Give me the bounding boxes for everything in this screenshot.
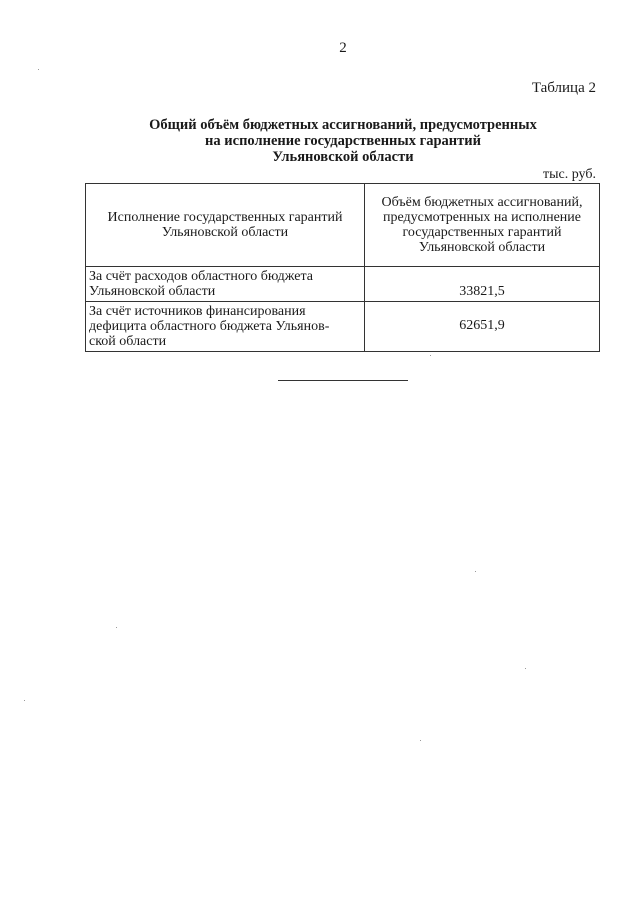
- scan-speck: [430, 355, 431, 356]
- header-text-line: Ульяновской области: [161, 225, 289, 240]
- table-header-row: [86, 184, 600, 267]
- scan-speck: [420, 740, 421, 741]
- header-cell-execution: [86, 184, 365, 267]
- row-value-cell: 33821,5: [365, 267, 600, 302]
- closing-rule: [278, 380, 408, 381]
- row-label-line: За счёт расходов областного бюджета: [89, 269, 313, 284]
- title-line-1: Общий объём бюджетных ассигнований, предусмотренных: [149, 117, 537, 133]
- table-row: [86, 302, 600, 352]
- header-text-line: Объём бюджетных ассигнований,: [381, 195, 583, 210]
- units-label: тыс. руб.: [543, 167, 596, 182]
- scan-speck: [38, 69, 39, 70]
- title-line-2: на исполнение государственных гарантий: [205, 133, 481, 149]
- table-label: Таблица 2: [531, 80, 596, 96]
- page-number: 2: [339, 40, 347, 56]
- row-label-cell: [86, 267, 365, 302]
- row-value-cell: 62651,9: [365, 302, 600, 352]
- row-label-line: За счёт источников финансирования: [89, 304, 306, 319]
- table-row: [86, 267, 600, 302]
- header-text-line: Исполнение государственных гарантий: [107, 210, 343, 225]
- scan-speck: [475, 571, 476, 572]
- table-title: [0, 117, 640, 165]
- row-label-cell: [86, 302, 365, 352]
- scan-speck: [525, 668, 526, 669]
- header-text-line: Ульяновской области: [418, 240, 546, 255]
- scan-speck: [116, 627, 117, 628]
- row-label-line: дефицита областного бюджета Ульянов-: [89, 319, 330, 334]
- row-label-line: Ульяновской области: [89, 284, 216, 299]
- header-cell-allocations: [365, 184, 600, 267]
- budget-table: [85, 183, 600, 352]
- title-line-3: Ульяновской области: [272, 149, 414, 165]
- header-text-line: государственных гарантий: [402, 225, 562, 240]
- header-text-line: предусмотренных на исполнение: [382, 210, 582, 225]
- row-label-line: ской области: [89, 334, 167, 349]
- scan-speck: [24, 700, 25, 701]
